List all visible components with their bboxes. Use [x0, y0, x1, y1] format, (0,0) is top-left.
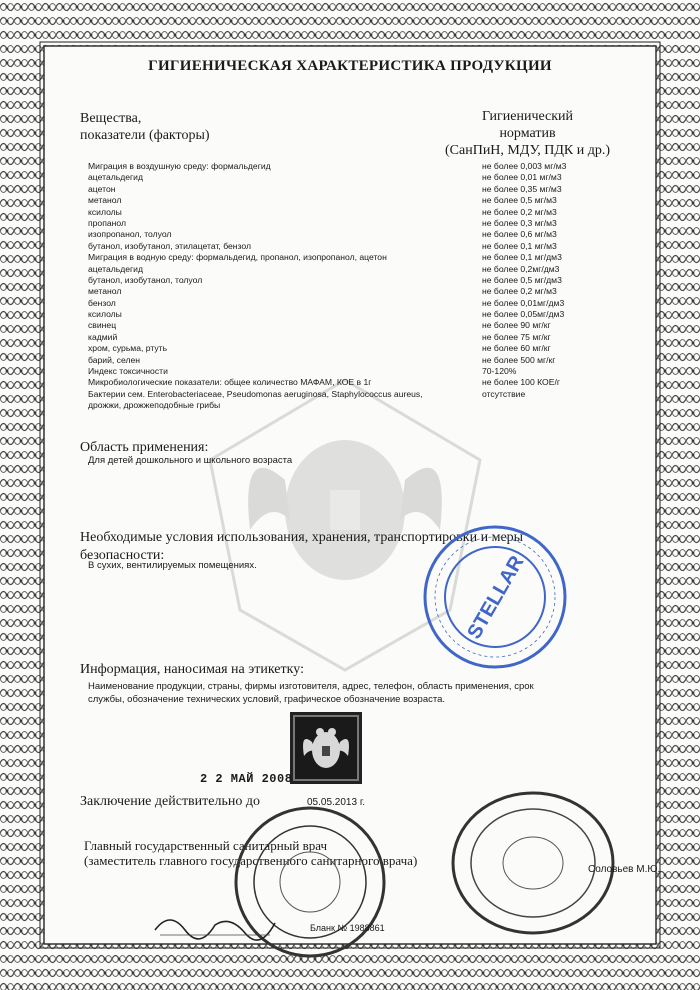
round-sanitary-stamp: [448, 788, 618, 938]
document-title: ГИГИЕНИЧЕСКАЯ ХАРАКТЕРИСТИКА ПРОДУКЦИИ: [148, 58, 552, 74]
coat-of-arms-seal: [290, 712, 362, 784]
indicator-norm: не более 0,3 мг/м3: [482, 217, 557, 228]
indicator-row: [88, 389, 608, 400]
indicator-label: дрожжи, дрожжеподобные грибы: [88, 400, 221, 411]
indicator-label: Микробиологические показатели: общее количество МАФАМ, КОЕ в 1г: [88, 377, 372, 388]
indicator-row: [88, 172, 608, 183]
indicator-label: кадмий: [88, 331, 118, 342]
indicator-row: [88, 309, 608, 320]
indicator-label: ксилолы: [88, 206, 122, 217]
indicator-row: [88, 275, 608, 286]
indicator-norm: не более 0,003 мг/м3: [482, 161, 567, 171]
indicator-row: [88, 332, 608, 343]
column-header-norm: Гигиенический норматив (СанПиН, МДУ, ПДК и др.): [445, 109, 610, 158]
indicator-norm: не более 0,5 мг/м3: [482, 195, 557, 206]
blue-company-stamp: [420, 522, 570, 672]
indicator-norm: 70-120%: [482, 366, 517, 377]
indicator-label: Бактерии сем. Enterobacteriaceae, Pseudomonas aeruginosa, Staphylococcus aureus,: [88, 388, 423, 399]
indicator-norm: не более 0,2 мг/м3: [482, 286, 557, 297]
column-header-substances: Вещества, показатели (факторы): [80, 111, 210, 143]
indicator-norm: не более 0,6 мг/м3: [482, 229, 557, 240]
indicator-label: Индекс токсичности: [88, 366, 168, 377]
indicator-row: [88, 377, 608, 388]
indicator-norm: не более 0,1 мг/м3: [482, 240, 557, 251]
indicator-row: [88, 286, 608, 297]
indicator-row: [88, 400, 608, 411]
indicator-label: ацетальдегид: [88, 263, 143, 274]
label-info-line1: Наименование продукции, страны, фирмы изготовителя, адрес, телефон, область применения, срок: [88, 681, 534, 692]
indicator-norm: не более 100 КОЕ/г: [482, 377, 560, 388]
indicator-row: [88, 264, 608, 275]
indicator-row: [88, 195, 608, 206]
conditions-text: В сухих, вентилируемых помещениях.: [88, 560, 257, 571]
label-info-line2: службы, обозначение технических условий, графическое обозначение возраста.: [88, 694, 446, 705]
indicator-label: ксилолы: [88, 309, 122, 320]
validity-label: Заключение действительно до: [80, 794, 260, 809]
indicator-row: [88, 298, 608, 309]
eagle-icon: [290, 712, 362, 784]
stamp-brand: STELLAR: [463, 552, 529, 643]
blank-number: Бланк № 1988861: [310, 923, 385, 933]
indicator-row: [88, 366, 608, 377]
indicator-norm: не более 75 мг/кг: [482, 331, 551, 342]
indicator-row: [88, 218, 608, 229]
conditions-heading-line1: Необходимые условия использования, хранения, транспортировки и меры: [80, 530, 524, 545]
indicators-table: [88, 161, 608, 412]
indicator-label: пропанол: [88, 217, 126, 228]
indicator-norm: не более 0,01 мг/м3: [482, 172, 562, 183]
indicator-row: [88, 184, 608, 195]
indicator-label: ацетон: [88, 183, 116, 194]
indicator-label: ацетальдегид: [88, 172, 143, 183]
indicator-norm: не более 0,2мг/дм3: [482, 263, 560, 274]
indicator-norm: отсутствие: [482, 388, 526, 399]
date-stamp: 2 2 МАЙ 2008: [200, 772, 293, 786]
indicator-norm: не более 0,01мг/дм3: [482, 297, 565, 308]
indicator-norm: не более 60 мг/кг: [482, 343, 551, 354]
indicator-label: изопропанол, толуол: [88, 229, 172, 240]
indicator-label: барий, селен: [88, 354, 140, 365]
indicator-label: метанол: [88, 286, 122, 297]
indicator-row: [88, 343, 608, 354]
indicator-norm: не более 0,2 мг/м3: [482, 206, 557, 217]
indicator-norm: не более 0,1 мг/дм3: [482, 252, 562, 263]
scope-text: Для детей дошкольного и школьного возраста: [88, 455, 293, 466]
signatory-name: Соловьев М.Ю.: [588, 864, 661, 875]
indicator-label: свинец: [88, 320, 117, 331]
label-info-heading: Информация, наносимая на этикетку:: [80, 662, 304, 677]
conditions-heading-line2: безопасности:: [80, 548, 165, 563]
indicator-norm: не более 500 мг/кг: [482, 354, 556, 365]
indicator-label: Миграция в воздушную среду: формальдегид: [88, 161, 271, 171]
handwritten-signature: [150, 905, 280, 945]
indicator-row: [88, 229, 608, 240]
indicator-row: [88, 320, 608, 331]
indicator-norm: не более 0,5 мг/дм3: [482, 274, 562, 285]
indicator-row: [88, 252, 608, 263]
indicator-label: хром, сурьма, ртуть: [88, 343, 168, 354]
indicator-label: метанол: [88, 195, 122, 206]
doctor-title-line2: (заместитель главного государственного санитарного врача): [84, 853, 418, 868]
indicator-row: [88, 241, 608, 252]
validity-date: 05.05.2013 г.: [307, 797, 366, 808]
indicator-label: бутанол, изобутанол, этилацетат, бензол: [88, 240, 252, 251]
indicator-row: [88, 207, 608, 218]
indicator-norm: не более 0,35 мг/м3: [482, 183, 562, 194]
indicator-label: бензол: [88, 297, 116, 308]
indicator-row: [88, 161, 608, 172]
doctor-title-line1: Главный государственный санитарный врач: [84, 838, 328, 853]
scope-heading: Область применения:: [80, 440, 209, 455]
indicator-row: [88, 355, 608, 366]
indicator-label: Миграция в водную среду: формальдегид, пропанол, изопропанол, ацетон: [88, 252, 387, 263]
indicator-label: бутанол, изобутанол, толуол: [88, 274, 203, 285]
indicator-norm: не более 90 мг/кг: [482, 320, 551, 331]
indicator-norm: не более 0,05мг/дм3: [482, 309, 565, 320]
